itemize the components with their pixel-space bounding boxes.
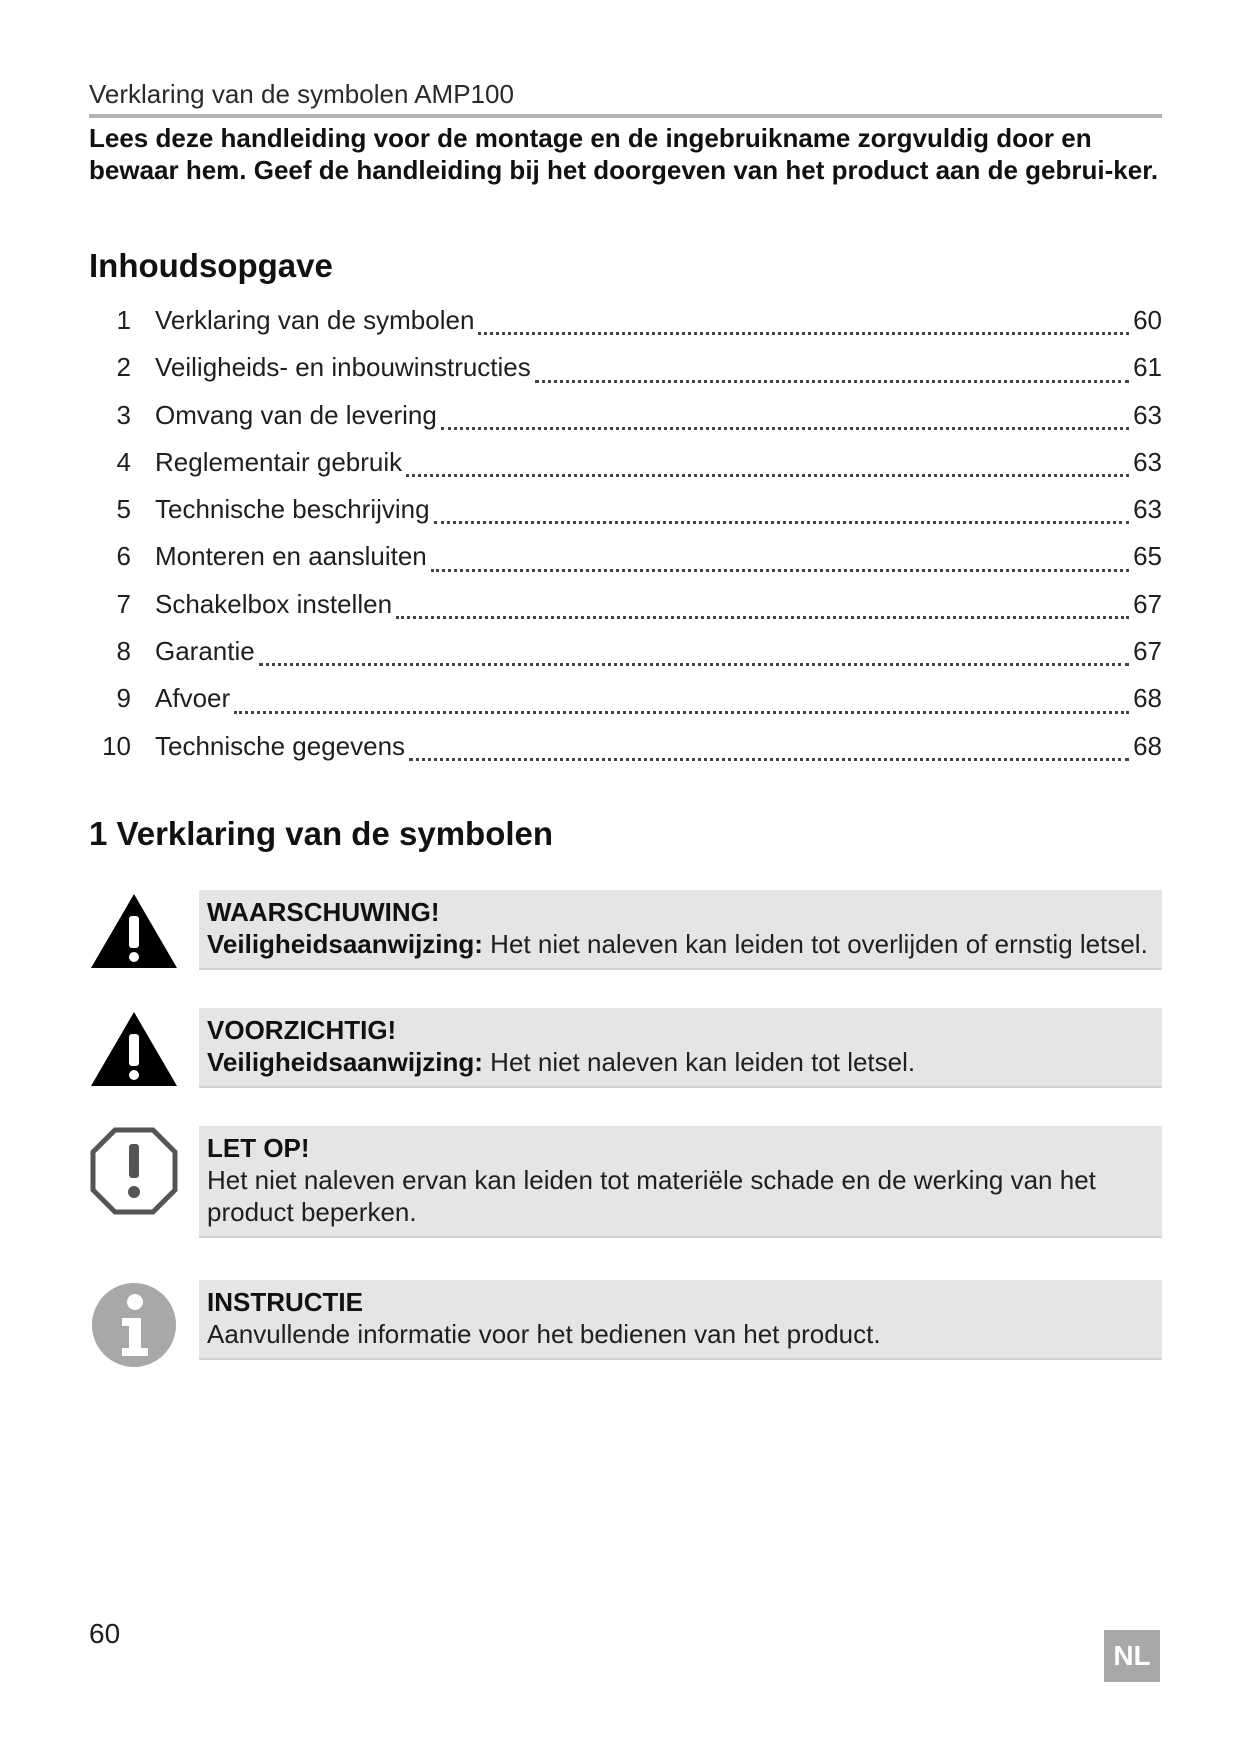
toc-leader-dots — [234, 710, 1129, 714]
instruction-notice — [89, 1280, 1162, 1366]
toc-entry-page: 67 — [1133, 588, 1162, 619]
caution-lead: Veiligheidsaanwijzing: — [207, 1047, 483, 1077]
toc-entry-number: 1 — [116, 305, 131, 335]
toc-leader-dots — [406, 473, 1129, 477]
caution-heading: VOORZICHTIG! — [207, 1015, 397, 1045]
toc-entry-label: Technische beschrijving — [155, 494, 430, 525]
toc-entry-number: 2 — [116, 352, 131, 383]
toc-entry-number: 10 — [102, 730, 131, 761]
toc-entry-page: 68 — [1133, 683, 1162, 714]
warning-body — [207, 928, 1154, 960]
toc-leader-dots — [259, 662, 1129, 666]
toc-entry[interactable] — [89, 395, 1162, 442]
toc-title: Inhoudsopgave — [89, 247, 333, 284]
toc-entry-label: Technische gegevens — [155, 730, 406, 761]
toc-entry[interactable] — [89, 631, 1162, 678]
instruction-heading: INSTRUCTIE — [207, 1287, 363, 1317]
toc-entry-page: 63 — [1133, 399, 1162, 430]
toc-entry-page: 63 — [1133, 494, 1162, 525]
toc-entry-label: Omvang van de levering — [155, 399, 437, 430]
instruction-text: Aanvullende informatie voor het bedienen van het product. — [207, 1319, 881, 1349]
toc-entry-number: 8 — [116, 636, 131, 667]
warning-triangle-icon — [89, 1008, 179, 1098]
attention-text: Het niet naleven ervan kan leiden tot materiële schade en de werking van het product beperken. — [207, 1165, 1096, 1227]
toc-entry-label: Garantie — [155, 636, 255, 667]
toc-entry-number: 9 — [116, 683, 131, 714]
toc-entry[interactable] — [89, 584, 1162, 631]
warning-box — [199, 890, 1162, 968]
toc-entry-number: 4 — [116, 446, 131, 477]
table-of-contents — [89, 300, 1162, 773]
caution-box — [199, 1008, 1162, 1086]
attention-box — [199, 1126, 1162, 1236]
toc-entry[interactable] — [89, 489, 1162, 536]
caution-body — [207, 1046, 1154, 1078]
toc-leader-dots — [431, 568, 1129, 572]
toc-entry-page: 68 — [1133, 730, 1162, 761]
toc-entry[interactable] — [89, 347, 1162, 394]
toc-entry-label: Schakelbox instellen — [155, 588, 393, 619]
toc-entry[interactable] — [89, 726, 1162, 773]
toc-entry[interactable] — [89, 536, 1162, 583]
toc-entry-page: 60 — [1133, 305, 1162, 335]
octagon-exclamation-icon — [89, 1126, 179, 1216]
running-header: Verklaring van de symbolen AMP100 — [89, 79, 514, 109]
toc-entry-page: 61 — [1133, 352, 1162, 383]
toc-entry-page: 67 — [1133, 636, 1162, 667]
toc-entry-number: 6 — [116, 541, 131, 572]
language-badge: NL — [1104, 1630, 1160, 1682]
intro-paragraph: Lees deze handleiding voor de montage en de ingebruikname zorgvuldig door en bewaar hem. Geef de handleiding bij het doorgeven van het product aan de gebrui-ker. — [89, 123, 1159, 185]
attention-notice — [89, 1126, 1162, 1244]
info-icon — [89, 1280, 179, 1370]
toc-entry-label: Veiligheids- en inbouwinstructies — [155, 352, 531, 383]
caution-notice — [89, 1008, 1162, 1094]
toc-leader-dots — [535, 379, 1129, 383]
header-rule — [89, 114, 1162, 118]
warning-triangle-icon — [89, 890, 179, 980]
attention-heading: LET OP! — [207, 1133, 310, 1163]
warning-lead: Veiligheidsaanwijzing: — [207, 929, 483, 959]
toc-entry-page: 65 — [1133, 541, 1162, 572]
toc-leader-dots — [478, 331, 1129, 335]
warning-text: Het niet naleven kan leiden tot overlijden of ernstig letsel. — [482, 929, 1148, 959]
toc-entry-page: 63 — [1133, 446, 1162, 477]
toc-entry-label: Monteren en aansluiten — [155, 541, 427, 572]
toc-entry[interactable] — [89, 678, 1162, 725]
toc-entry[interactable] — [89, 300, 1162, 347]
section-title: 1 Verklaring van de symbolen — [89, 815, 554, 852]
caution-text: Het niet naleven kan leiden tot letsel. — [482, 1047, 916, 1077]
toc-entry-number: 5 — [116, 494, 131, 525]
toc-entry-label: Afvoer — [155, 683, 231, 714]
toc-entry[interactable] — [89, 442, 1162, 489]
toc-leader-dots — [441, 426, 1129, 430]
toc-leader-dots — [434, 520, 1129, 524]
page-number: 60 — [89, 1618, 121, 1649]
toc-leader-dots — [396, 615, 1129, 619]
warning-heading: WAARSCHUWING! — [207, 897, 440, 927]
toc-entry-number: 7 — [116, 588, 131, 619]
toc-entry-number: 3 — [116, 399, 131, 430]
toc-entry-label: Reglementair gebruik — [155, 446, 403, 477]
warning-notice — [89, 890, 1162, 976]
toc-entry-label: Verklaring van de symbolen — [155, 305, 475, 335]
instruction-box — [199, 1280, 1162, 1358]
toc-leader-dots — [409, 757, 1129, 761]
